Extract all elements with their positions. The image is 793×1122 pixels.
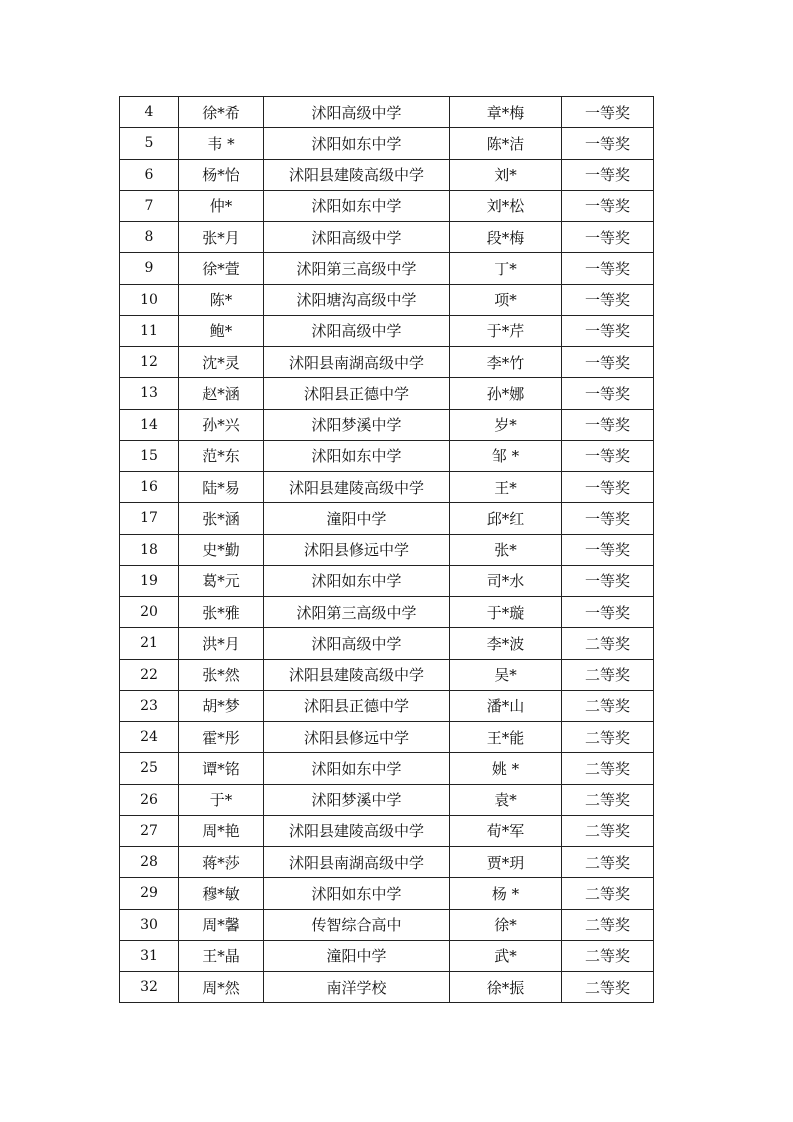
teacher-name-cell: 张*: [450, 534, 562, 565]
teacher-name-cell: 武*: [450, 940, 562, 971]
award-level-cell: 一等奖: [562, 378, 654, 409]
award-level-cell: 一等奖: [562, 409, 654, 440]
table-row: [120, 909, 654, 940]
award-level-cell: 一等奖: [562, 503, 654, 534]
student-name-cell: 赵*涵: [179, 378, 264, 409]
teacher-name-cell: 刘*松: [450, 190, 562, 221]
school-name-cell: 沭阳县建陵高级中学: [264, 472, 450, 503]
student-name-cell: 史*勤: [179, 534, 264, 565]
school-name-cell: 沭阳如东中学: [264, 128, 450, 159]
school-name-cell: 沭阳梦溪中学: [264, 784, 450, 815]
school-name-cell: 沭阳如东中学: [264, 190, 450, 221]
row-number-cell: 25: [120, 753, 179, 784]
school-name-cell: 沭阳第三高级中学: [264, 253, 450, 284]
student-name-cell: 陆*易: [179, 472, 264, 503]
row-number-cell: 6: [120, 159, 179, 190]
row-number-cell: 9: [120, 253, 179, 284]
student-name-cell: 谭*铭: [179, 753, 264, 784]
table-row: [120, 690, 654, 721]
award-level-cell: 二等奖: [562, 878, 654, 909]
teacher-name-cell: 陈*洁: [450, 128, 562, 159]
award-level-cell: 二等奖: [562, 784, 654, 815]
table-row: [120, 159, 654, 190]
student-name-cell: 韦 *: [179, 128, 264, 159]
row-number-cell: 16: [120, 472, 179, 503]
award-table-body: [120, 97, 654, 1003]
teacher-name-cell: 李*竹: [450, 347, 562, 378]
student-name-cell: 仲*: [179, 190, 264, 221]
school-name-cell: 沭阳高级中学: [264, 315, 450, 346]
award-level-cell: 一等奖: [562, 128, 654, 159]
row-number-cell: 31: [120, 940, 179, 971]
row-number-cell: 29: [120, 878, 179, 909]
table-row: [120, 659, 654, 690]
award-level-cell: 一等奖: [562, 190, 654, 221]
student-name-cell: 王*晶: [179, 940, 264, 971]
row-number-cell: 24: [120, 722, 179, 753]
table-row: [120, 472, 654, 503]
school-name-cell: 沭阳如东中学: [264, 565, 450, 596]
teacher-name-cell: 李*波: [450, 628, 562, 659]
teacher-name-cell: 于*璇: [450, 597, 562, 628]
row-number-cell: 21: [120, 628, 179, 659]
student-name-cell: 徐*萱: [179, 253, 264, 284]
award-level-cell: 一等奖: [562, 597, 654, 628]
award-level-cell: 二等奖: [562, 972, 654, 1003]
teacher-name-cell: 徐*振: [450, 972, 562, 1003]
award-level-cell: 二等奖: [562, 940, 654, 971]
school-name-cell: 沭阳如东中学: [264, 753, 450, 784]
teacher-name-cell: 孙*娜: [450, 378, 562, 409]
table-row: [120, 815, 654, 846]
table-row: [120, 128, 654, 159]
row-number-cell: 18: [120, 534, 179, 565]
school-name-cell: 沭阳县正德中学: [264, 378, 450, 409]
school-name-cell: 沭阳塘沟高级中学: [264, 284, 450, 315]
award-table: [119, 96, 654, 1003]
school-name-cell: 沭阳县修远中学: [264, 722, 450, 753]
school-name-cell: 沭阳高级中学: [264, 628, 450, 659]
student-name-cell: 周*然: [179, 972, 264, 1003]
student-name-cell: 洪*月: [179, 628, 264, 659]
award-level-cell: 一等奖: [562, 97, 654, 128]
teacher-name-cell: 姚 *: [450, 753, 562, 784]
teacher-name-cell: 项*: [450, 284, 562, 315]
table-row: [120, 284, 654, 315]
row-number-cell: 11: [120, 315, 179, 346]
teacher-name-cell: 王*: [450, 472, 562, 503]
table-row: [120, 847, 654, 878]
table-row: [120, 628, 654, 659]
award-level-cell: 一等奖: [562, 534, 654, 565]
teacher-name-cell: 岁*: [450, 409, 562, 440]
school-name-cell: 沭阳县正德中学: [264, 690, 450, 721]
teacher-name-cell: 邹 *: [450, 440, 562, 471]
teacher-name-cell: 章*梅: [450, 97, 562, 128]
teacher-name-cell: 刘*: [450, 159, 562, 190]
student-name-cell: 张*雅: [179, 597, 264, 628]
row-number-cell: 5: [120, 128, 179, 159]
row-number-cell: 32: [120, 972, 179, 1003]
table-row: [120, 409, 654, 440]
row-number-cell: 17: [120, 503, 179, 534]
row-number-cell: 28: [120, 847, 179, 878]
row-number-cell: 27: [120, 815, 179, 846]
table-row: [120, 972, 654, 1003]
row-number-cell: 12: [120, 347, 179, 378]
student-name-cell: 穆*敏: [179, 878, 264, 909]
student-name-cell: 于*: [179, 784, 264, 815]
student-name-cell: 范*东: [179, 440, 264, 471]
teacher-name-cell: 段*梅: [450, 222, 562, 253]
award-level-cell: 一等奖: [562, 472, 654, 503]
table-row: [120, 722, 654, 753]
student-name-cell: 徐*希: [179, 97, 264, 128]
student-name-cell: 胡*梦: [179, 690, 264, 721]
student-name-cell: 陈*: [179, 284, 264, 315]
table-row: [120, 378, 654, 409]
school-name-cell: 沭阳高级中学: [264, 97, 450, 128]
student-name-cell: 霍*彤: [179, 722, 264, 753]
teacher-name-cell: 吴*: [450, 659, 562, 690]
school-name-cell: 潼阳中学: [264, 503, 450, 534]
row-number-cell: 7: [120, 190, 179, 221]
teacher-name-cell: 于*芹: [450, 315, 562, 346]
teacher-name-cell: 荀*军: [450, 815, 562, 846]
row-number-cell: 26: [120, 784, 179, 815]
table-row: [120, 565, 654, 596]
award-level-cell: 二等奖: [562, 690, 654, 721]
table-row: [120, 222, 654, 253]
row-number-cell: 23: [120, 690, 179, 721]
table-row: [120, 347, 654, 378]
teacher-name-cell: 王*能: [450, 722, 562, 753]
award-level-cell: 一等奖: [562, 253, 654, 284]
award-level-cell: 一等奖: [562, 440, 654, 471]
student-name-cell: 张*涵: [179, 503, 264, 534]
table-row: [120, 940, 654, 971]
award-level-cell: 二等奖: [562, 909, 654, 940]
award-level-cell: 一等奖: [562, 159, 654, 190]
table-row: [120, 315, 654, 346]
teacher-name-cell: 贾*玥: [450, 847, 562, 878]
row-number-cell: 15: [120, 440, 179, 471]
student-name-cell: 蒋*莎: [179, 847, 264, 878]
table-row: [120, 190, 654, 221]
school-name-cell: 沭阳县建陵高级中学: [264, 659, 450, 690]
row-number-cell: 20: [120, 597, 179, 628]
table-row: [120, 440, 654, 471]
teacher-name-cell: 邱*红: [450, 503, 562, 534]
school-name-cell: 沭阳县建陵高级中学: [264, 815, 450, 846]
table-row: [120, 97, 654, 128]
row-number-cell: 30: [120, 909, 179, 940]
teacher-name-cell: 丁*: [450, 253, 562, 284]
award-level-cell: 二等奖: [562, 815, 654, 846]
award-level-cell: 二等奖: [562, 659, 654, 690]
school-name-cell: 沭阳高级中学: [264, 222, 450, 253]
award-level-cell: 一等奖: [562, 565, 654, 596]
teacher-name-cell: 司*水: [450, 565, 562, 596]
student-name-cell: 张*月: [179, 222, 264, 253]
school-name-cell: 沭阳县修远中学: [264, 534, 450, 565]
school-name-cell: 沭阳第三高级中学: [264, 597, 450, 628]
teacher-name-cell: 袁*: [450, 784, 562, 815]
award-level-cell: 二等奖: [562, 628, 654, 659]
table-row: [120, 753, 654, 784]
student-name-cell: 周*艳: [179, 815, 264, 846]
award-level-cell: 一等奖: [562, 315, 654, 346]
row-number-cell: 13: [120, 378, 179, 409]
school-name-cell: 潼阳中学: [264, 940, 450, 971]
school-name-cell: 沭阳如东中学: [264, 878, 450, 909]
school-name-cell: 沭阳县南湖高级中学: [264, 347, 450, 378]
student-name-cell: 孙*兴: [179, 409, 264, 440]
award-level-cell: 一等奖: [562, 347, 654, 378]
row-number-cell: 14: [120, 409, 179, 440]
school-name-cell: 南洋学校: [264, 972, 450, 1003]
table-row: [120, 503, 654, 534]
table-row: [120, 784, 654, 815]
student-name-cell: 沈*灵: [179, 347, 264, 378]
student-name-cell: 周*馨: [179, 909, 264, 940]
row-number-cell: 4: [120, 97, 179, 128]
school-name-cell: 沭阳如东中学: [264, 440, 450, 471]
award-level-cell: 二等奖: [562, 753, 654, 784]
table-row: [120, 597, 654, 628]
row-number-cell: 8: [120, 222, 179, 253]
student-name-cell: 张*然: [179, 659, 264, 690]
school-name-cell: 传智综合高中: [264, 909, 450, 940]
award-level-cell: 二等奖: [562, 847, 654, 878]
award-level-cell: 一等奖: [562, 284, 654, 315]
teacher-name-cell: 徐*: [450, 909, 562, 940]
table-row: [120, 534, 654, 565]
table-row: [120, 878, 654, 909]
table-row: [120, 253, 654, 284]
row-number-cell: 10: [120, 284, 179, 315]
teacher-name-cell: 潘*山: [450, 690, 562, 721]
student-name-cell: 葛*元: [179, 565, 264, 596]
row-number-cell: 22: [120, 659, 179, 690]
award-level-cell: 一等奖: [562, 222, 654, 253]
teacher-name-cell: 杨 *: [450, 878, 562, 909]
school-name-cell: 沭阳县南湖高级中学: [264, 847, 450, 878]
student-name-cell: 鲍*: [179, 315, 264, 346]
school-name-cell: 沭阳梦溪中学: [264, 409, 450, 440]
school-name-cell: 沭阳县建陵高级中学: [264, 159, 450, 190]
student-name-cell: 杨*怡: [179, 159, 264, 190]
row-number-cell: 19: [120, 565, 179, 596]
award-level-cell: 二等奖: [562, 722, 654, 753]
